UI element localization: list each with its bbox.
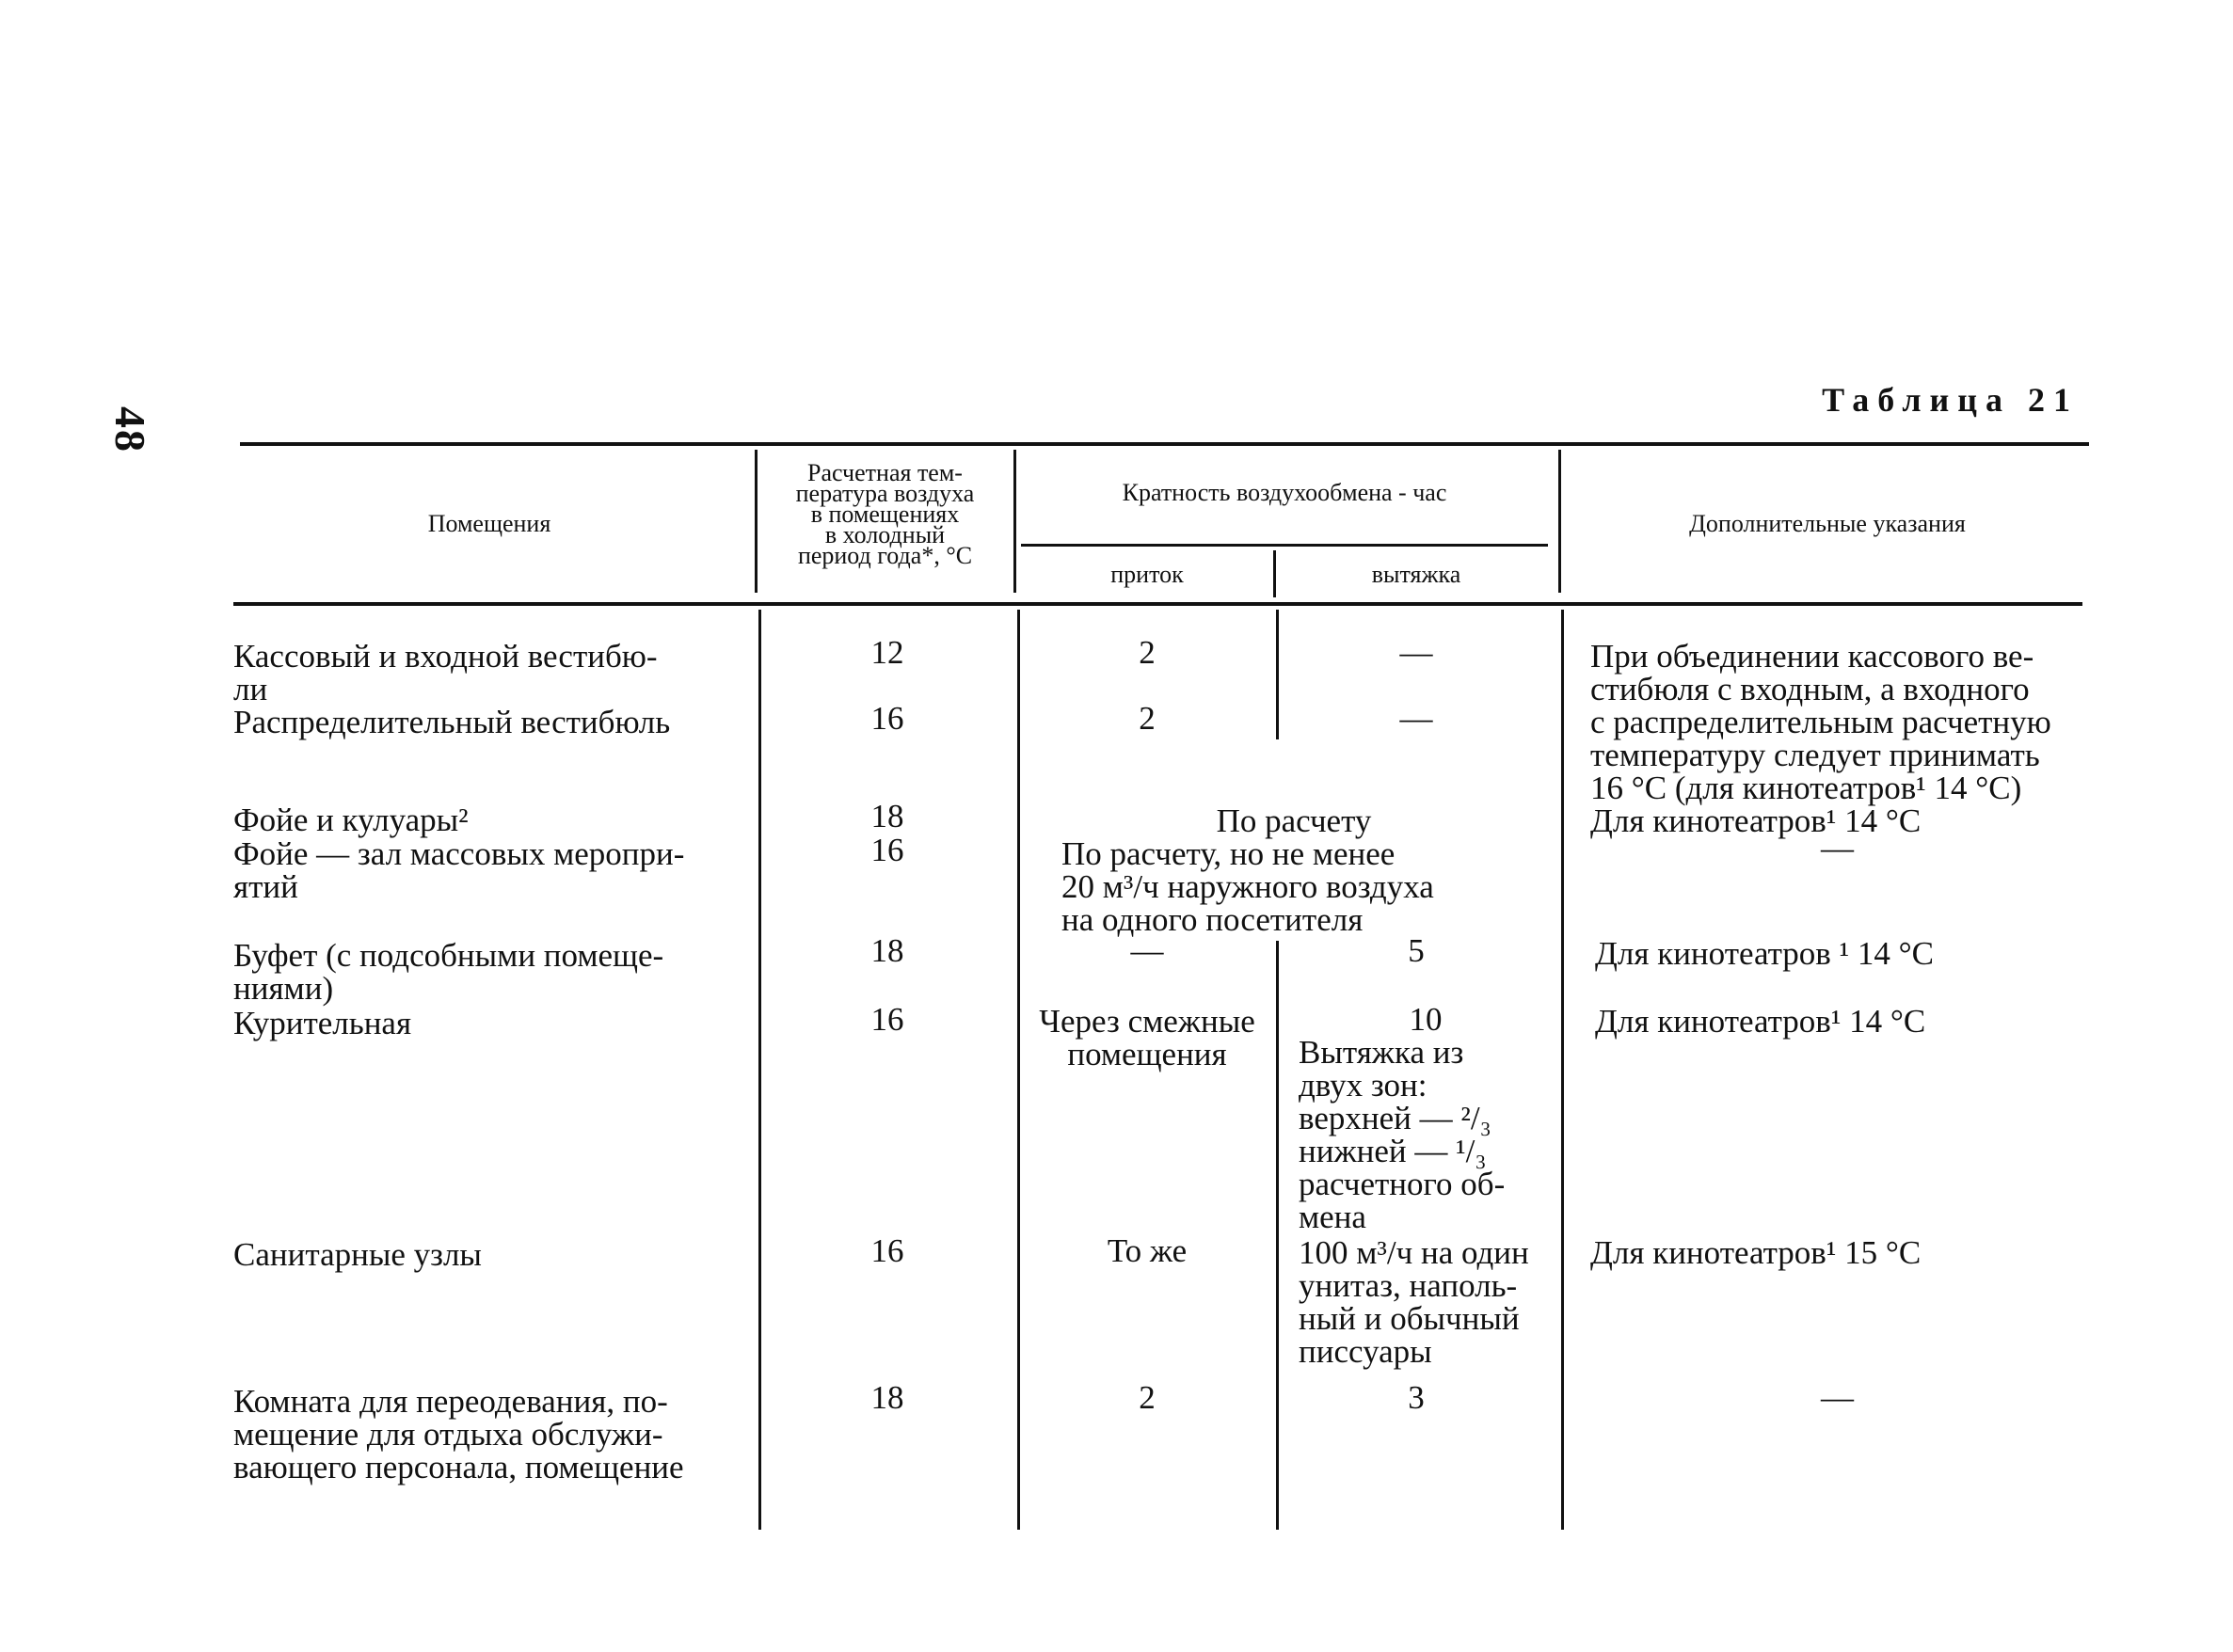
row-8-supply: 2 [1139, 1379, 1156, 1416]
note-line: Для кинотеатров¹ 14 °С [1590, 802, 1922, 839]
row-8-note [1590, 1381, 2084, 1414]
row-8-room [233, 1385, 737, 1484]
row-5-room [233, 939, 737, 1005]
row-7-note [1590, 1236, 2084, 1269]
row-3-merged [1045, 804, 1543, 837]
row-6-supply [1021, 1005, 1273, 1071]
col-rule-4-body [1561, 610, 1564, 1530]
header-exhaust: вытяжка [1371, 561, 1461, 588]
room-line: Курительная [233, 1005, 412, 1041]
row-7-room [233, 1238, 737, 1271]
room-line: Фойе — зал массовых меропри- [233, 835, 685, 872]
col-rule-4-header [1558, 450, 1561, 593]
row-5-exhaust: 5 [1408, 932, 1425, 969]
row-2-supply: 2 [1139, 700, 1156, 737]
row-7-exhaust [1299, 1236, 1553, 1368]
note-line: температуру следует принимать [1590, 737, 2040, 773]
room-line: ли [233, 671, 268, 707]
exhaust-line: верхней — ²/₃ [1299, 1100, 1491, 1136]
supply-line: Через смежные [1039, 1003, 1255, 1040]
row-7-temp: 16 [870, 1232, 904, 1269]
row-6-room [233, 1007, 737, 1040]
room-line: ниями) [233, 970, 334, 1007]
row-2-room [233, 706, 737, 739]
top-rule [240, 442, 2089, 446]
header-rule [233, 602, 2082, 606]
row-5-temp: 18 [870, 932, 904, 969]
note-line: — [1821, 830, 1854, 866]
header-temp-line: период года*, °С [797, 542, 973, 569]
row-8-temp: 18 [870, 1379, 904, 1416]
row-2-exhaust: — [1399, 700, 1433, 737]
col-rule-2-header [1013, 450, 1016, 593]
header-supply: приток [1110, 561, 1184, 588]
supply-line: помещения [1067, 1036, 1227, 1072]
header-notes: Дополнительные указания [1689, 510, 1966, 537]
row-4-room [233, 837, 737, 903]
note-line: с распределительным расчетную [1590, 704, 2051, 740]
row-5-supply: — [1130, 932, 1164, 969]
row-4-note [1590, 832, 2084, 865]
row-3-room [233, 803, 737, 836]
page-number: 48 [106, 406, 154, 453]
row-1-note [1590, 640, 2084, 804]
header-exchange: Кратность воздухообмена - час [1122, 479, 1447, 506]
row-4-merged [1061, 837, 1511, 936]
header-temp-line: пература воздуха [795, 480, 975, 507]
note-line: Для кинотеатров¹ 15 °С [1590, 1234, 1922, 1271]
room-line: Фойе и кулуары² [233, 802, 469, 838]
col-rule-2-body [1017, 610, 1020, 1530]
col-rule-3-body-b [1276, 941, 1279, 1530]
exhaust-line: ный и обычный [1299, 1300, 1520, 1337]
room-line: ятий [233, 868, 298, 905]
row-1-supply: 2 [1139, 634, 1156, 671]
header-rooms: Помещения [427, 510, 551, 537]
exhaust-line: мена [1299, 1199, 1366, 1235]
header-temp-line: в холодный [824, 521, 946, 548]
row-5-note [1595, 937, 2084, 970]
room-line: Кассовый и входной вестибю- [233, 638, 658, 675]
merged-line: По расчету, но не менее [1061, 835, 1396, 872]
room-line: мещение для отдыха обслужи- [233, 1416, 663, 1453]
row-1-exhaust: — [1399, 634, 1433, 671]
row-6-temp: 16 [870, 1001, 904, 1038]
header-temperature [760, 459, 1010, 569]
exhaust-line: унитаз, наполь- [1299, 1267, 1518, 1304]
row-1-room [233, 640, 737, 706]
exhaust-line: двух зон: [1299, 1067, 1428, 1104]
exhaust-line: 10 [1409, 1001, 1443, 1038]
room-line: Комната для переодевания, по- [233, 1383, 668, 1420]
note-line: стибюля с входным, а входного [1590, 671, 2030, 707]
note-line: — [1821, 1379, 1854, 1416]
room-line: вающего персонала, помещение [233, 1449, 684, 1485]
exhaust-line: нижней — ¹/₃ [1299, 1133, 1487, 1169]
note-line: Для кинотеатров¹ 14 °С [1595, 1003, 1926, 1040]
row-2-temp: 16 [870, 700, 904, 737]
note-line: Для кинотеатров ¹ 14 °С [1595, 935, 1934, 972]
row-1-temp: 12 [870, 634, 904, 671]
merged-line: 20 м³/ч наружного воздуха [1061, 868, 1434, 905]
row-6-exhaust [1299, 1003, 1553, 1233]
exhaust-line: расчетного об- [1299, 1166, 1506, 1202]
row-3-temp: 18 [870, 798, 904, 834]
col-rule-3-header [1273, 550, 1276, 597]
row-7-supply: То же [1107, 1232, 1188, 1269]
room-line: Буфет (с подсобными помеще- [233, 937, 664, 974]
header-temp-line: Расчетная тем- [807, 459, 963, 486]
merged-line: на одного посетителя [1061, 901, 1364, 938]
exhaust-line: писсуары [1299, 1333, 1432, 1370]
col-rule-1-header [755, 450, 758, 593]
note-line: 16 °С (для кинотеатров¹ 14 °С) [1590, 770, 2022, 806]
exhaust-line: 100 м³/ч на один [1299, 1234, 1529, 1271]
merged-line: По расчету [1216, 802, 1372, 839]
row-4-temp: 16 [870, 832, 904, 868]
note-line: При объединении кассового ве- [1590, 638, 2034, 675]
room-line: Распределительный вестибюль [233, 704, 671, 740]
exchange-sub-rule [1021, 544, 1548, 547]
table-title: Таблица 21 [1822, 381, 2079, 419]
exhaust-line: Вытяжка из [1299, 1034, 1464, 1071]
col-rule-3-body-a [1276, 610, 1279, 739]
row-8-exhaust: 3 [1408, 1379, 1425, 1416]
header-temp-line: в помещениях [810, 500, 960, 528]
row-6-note [1595, 1005, 2084, 1038]
room-line: Санитарные узлы [233, 1236, 482, 1273]
